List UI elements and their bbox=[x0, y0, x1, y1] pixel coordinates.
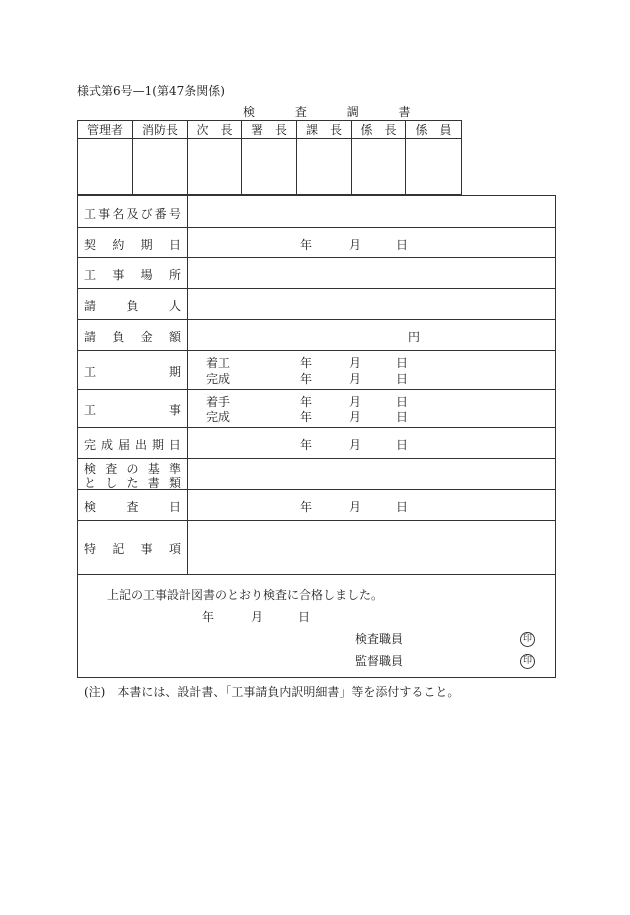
unit-month: 月 bbox=[349, 395, 362, 409]
label-project-name: 工 事 名 及 び 番 号 bbox=[84, 207, 181, 221]
approval-header: 係 員 bbox=[406, 121, 462, 139]
field-inspection-date[interactable] bbox=[188, 489, 555, 520]
field-project-name[interactable] bbox=[188, 196, 555, 227]
row-site bbox=[78, 257, 555, 289]
approval-header: 署 長 bbox=[242, 121, 297, 139]
unit-month: 月 bbox=[349, 500, 362, 514]
cert-month: 月 bbox=[251, 610, 264, 624]
unit-day: 日 bbox=[396, 395, 409, 409]
unit-yen: 円 bbox=[408, 330, 421, 344]
unit-month: 月 bbox=[349, 410, 362, 424]
certification-statement: 上記の工事設計図書のとおり検査に合格しました。 bbox=[107, 588, 384, 602]
label-criteria-line2: と し た 書 類 bbox=[84, 476, 181, 490]
label-inspection-date: 検 査 日 bbox=[84, 500, 181, 514]
stamp-box[interactable] bbox=[406, 139, 462, 195]
unit-month: 月 bbox=[349, 372, 362, 386]
row-criteria-documents bbox=[78, 458, 555, 490]
row-work bbox=[78, 389, 555, 428]
row-contractor bbox=[78, 288, 555, 320]
label-contract-date: 契 約 期 日 bbox=[84, 238, 181, 252]
form-number: 様式第6号—1(第47条関係) bbox=[77, 84, 225, 98]
field-contract-date[interactable] bbox=[188, 227, 555, 257]
unit-month: 月 bbox=[349, 238, 362, 252]
unit-year: 年 bbox=[300, 410, 313, 424]
unit-day: 日 bbox=[396, 438, 409, 452]
field-work[interactable] bbox=[188, 389, 555, 427]
row-amount bbox=[78, 319, 555, 351]
stamp-box[interactable] bbox=[352, 139, 406, 195]
seal-mark: 印 bbox=[520, 654, 535, 669]
field-site[interactable] bbox=[188, 257, 555, 288]
field-completion-notice[interactable] bbox=[188, 427, 555, 458]
unit-year: 年 bbox=[300, 372, 313, 386]
cert-day: 日 bbox=[298, 610, 311, 624]
approval-header: 消防長 bbox=[133, 121, 188, 139]
row-inspection-date bbox=[78, 489, 555, 521]
unit-day: 日 bbox=[396, 356, 409, 370]
label-amount: 請 負 金 額 bbox=[84, 330, 181, 344]
unit-day: 日 bbox=[396, 410, 409, 424]
unit-month: 月 bbox=[349, 438, 362, 452]
period-end-label: 完成 bbox=[206, 372, 231, 386]
supervisor-label: 監督職員 bbox=[355, 654, 404, 668]
footnote: (注) 本書には、設計書、「工事請負内訳明細書」等を添付すること。 bbox=[84, 685, 460, 699]
row-completion-notice bbox=[78, 427, 555, 459]
label-work: 工 事 bbox=[84, 403, 181, 417]
title-char: 書 bbox=[398, 105, 411, 119]
title-char: 査 bbox=[294, 105, 307, 119]
period-start-label: 着工 bbox=[206, 356, 231, 370]
stamp-box[interactable] bbox=[78, 139, 133, 195]
unit-year: 年 bbox=[300, 500, 313, 514]
row-remarks bbox=[78, 520, 555, 575]
approval-stamp-grid bbox=[77, 120, 462, 195]
label-period: 工 期 bbox=[84, 365, 181, 379]
approval-header: 課 長 bbox=[297, 121, 352, 139]
stamp-box[interactable] bbox=[297, 139, 352, 195]
approval-header: 管理者 bbox=[78, 121, 133, 139]
field-criteria-documents[interactable] bbox=[188, 458, 555, 489]
inspection-table bbox=[77, 195, 556, 678]
work-start-label: 着手 bbox=[206, 395, 231, 409]
row-contract-date bbox=[78, 227, 555, 258]
work-end-label: 完成 bbox=[206, 410, 231, 424]
field-amount[interactable] bbox=[188, 319, 555, 350]
title-char: 調 bbox=[346, 105, 359, 119]
unit-year: 年 bbox=[300, 438, 313, 452]
unit-month: 月 bbox=[349, 356, 362, 370]
inspector-seal[interactable] bbox=[520, 630, 535, 647]
stamp-box[interactable] bbox=[242, 139, 297, 195]
unit-day: 日 bbox=[396, 500, 409, 514]
inspector-label: 検査職員 bbox=[355, 632, 404, 646]
seal-mark: 印 bbox=[520, 632, 535, 647]
unit-year: 年 bbox=[300, 356, 313, 370]
stamp-box[interactable] bbox=[188, 139, 242, 195]
approval-header: 係 長 bbox=[352, 121, 406, 139]
unit-day: 日 bbox=[396, 372, 409, 386]
label-site: 工 事 場 所 bbox=[84, 268, 181, 282]
label-criteria-line1: 検 査 の 基 準 bbox=[84, 462, 181, 476]
row-period bbox=[78, 350, 555, 390]
label-contractor: 請 負 人 bbox=[84, 299, 181, 313]
stamp-box[interactable] bbox=[133, 139, 188, 195]
field-remarks[interactable] bbox=[188, 520, 555, 574]
approval-header: 次 長 bbox=[188, 121, 242, 139]
unit-year: 年 bbox=[300, 395, 313, 409]
supervisor-seal[interactable] bbox=[520, 652, 535, 669]
label-remarks: 特 記 事 項 bbox=[84, 542, 181, 556]
cert-year: 年 bbox=[202, 610, 215, 624]
label-completion-notice: 完 成 届 出 期 日 bbox=[84, 438, 181, 452]
field-contractor[interactable] bbox=[188, 288, 555, 319]
unit-day: 日 bbox=[396, 238, 409, 252]
field-period[interactable] bbox=[188, 350, 555, 389]
document-title bbox=[243, 103, 447, 120]
title-char: 検 bbox=[243, 105, 256, 119]
unit-year: 年 bbox=[300, 238, 313, 252]
row-project-name bbox=[78, 196, 555, 228]
